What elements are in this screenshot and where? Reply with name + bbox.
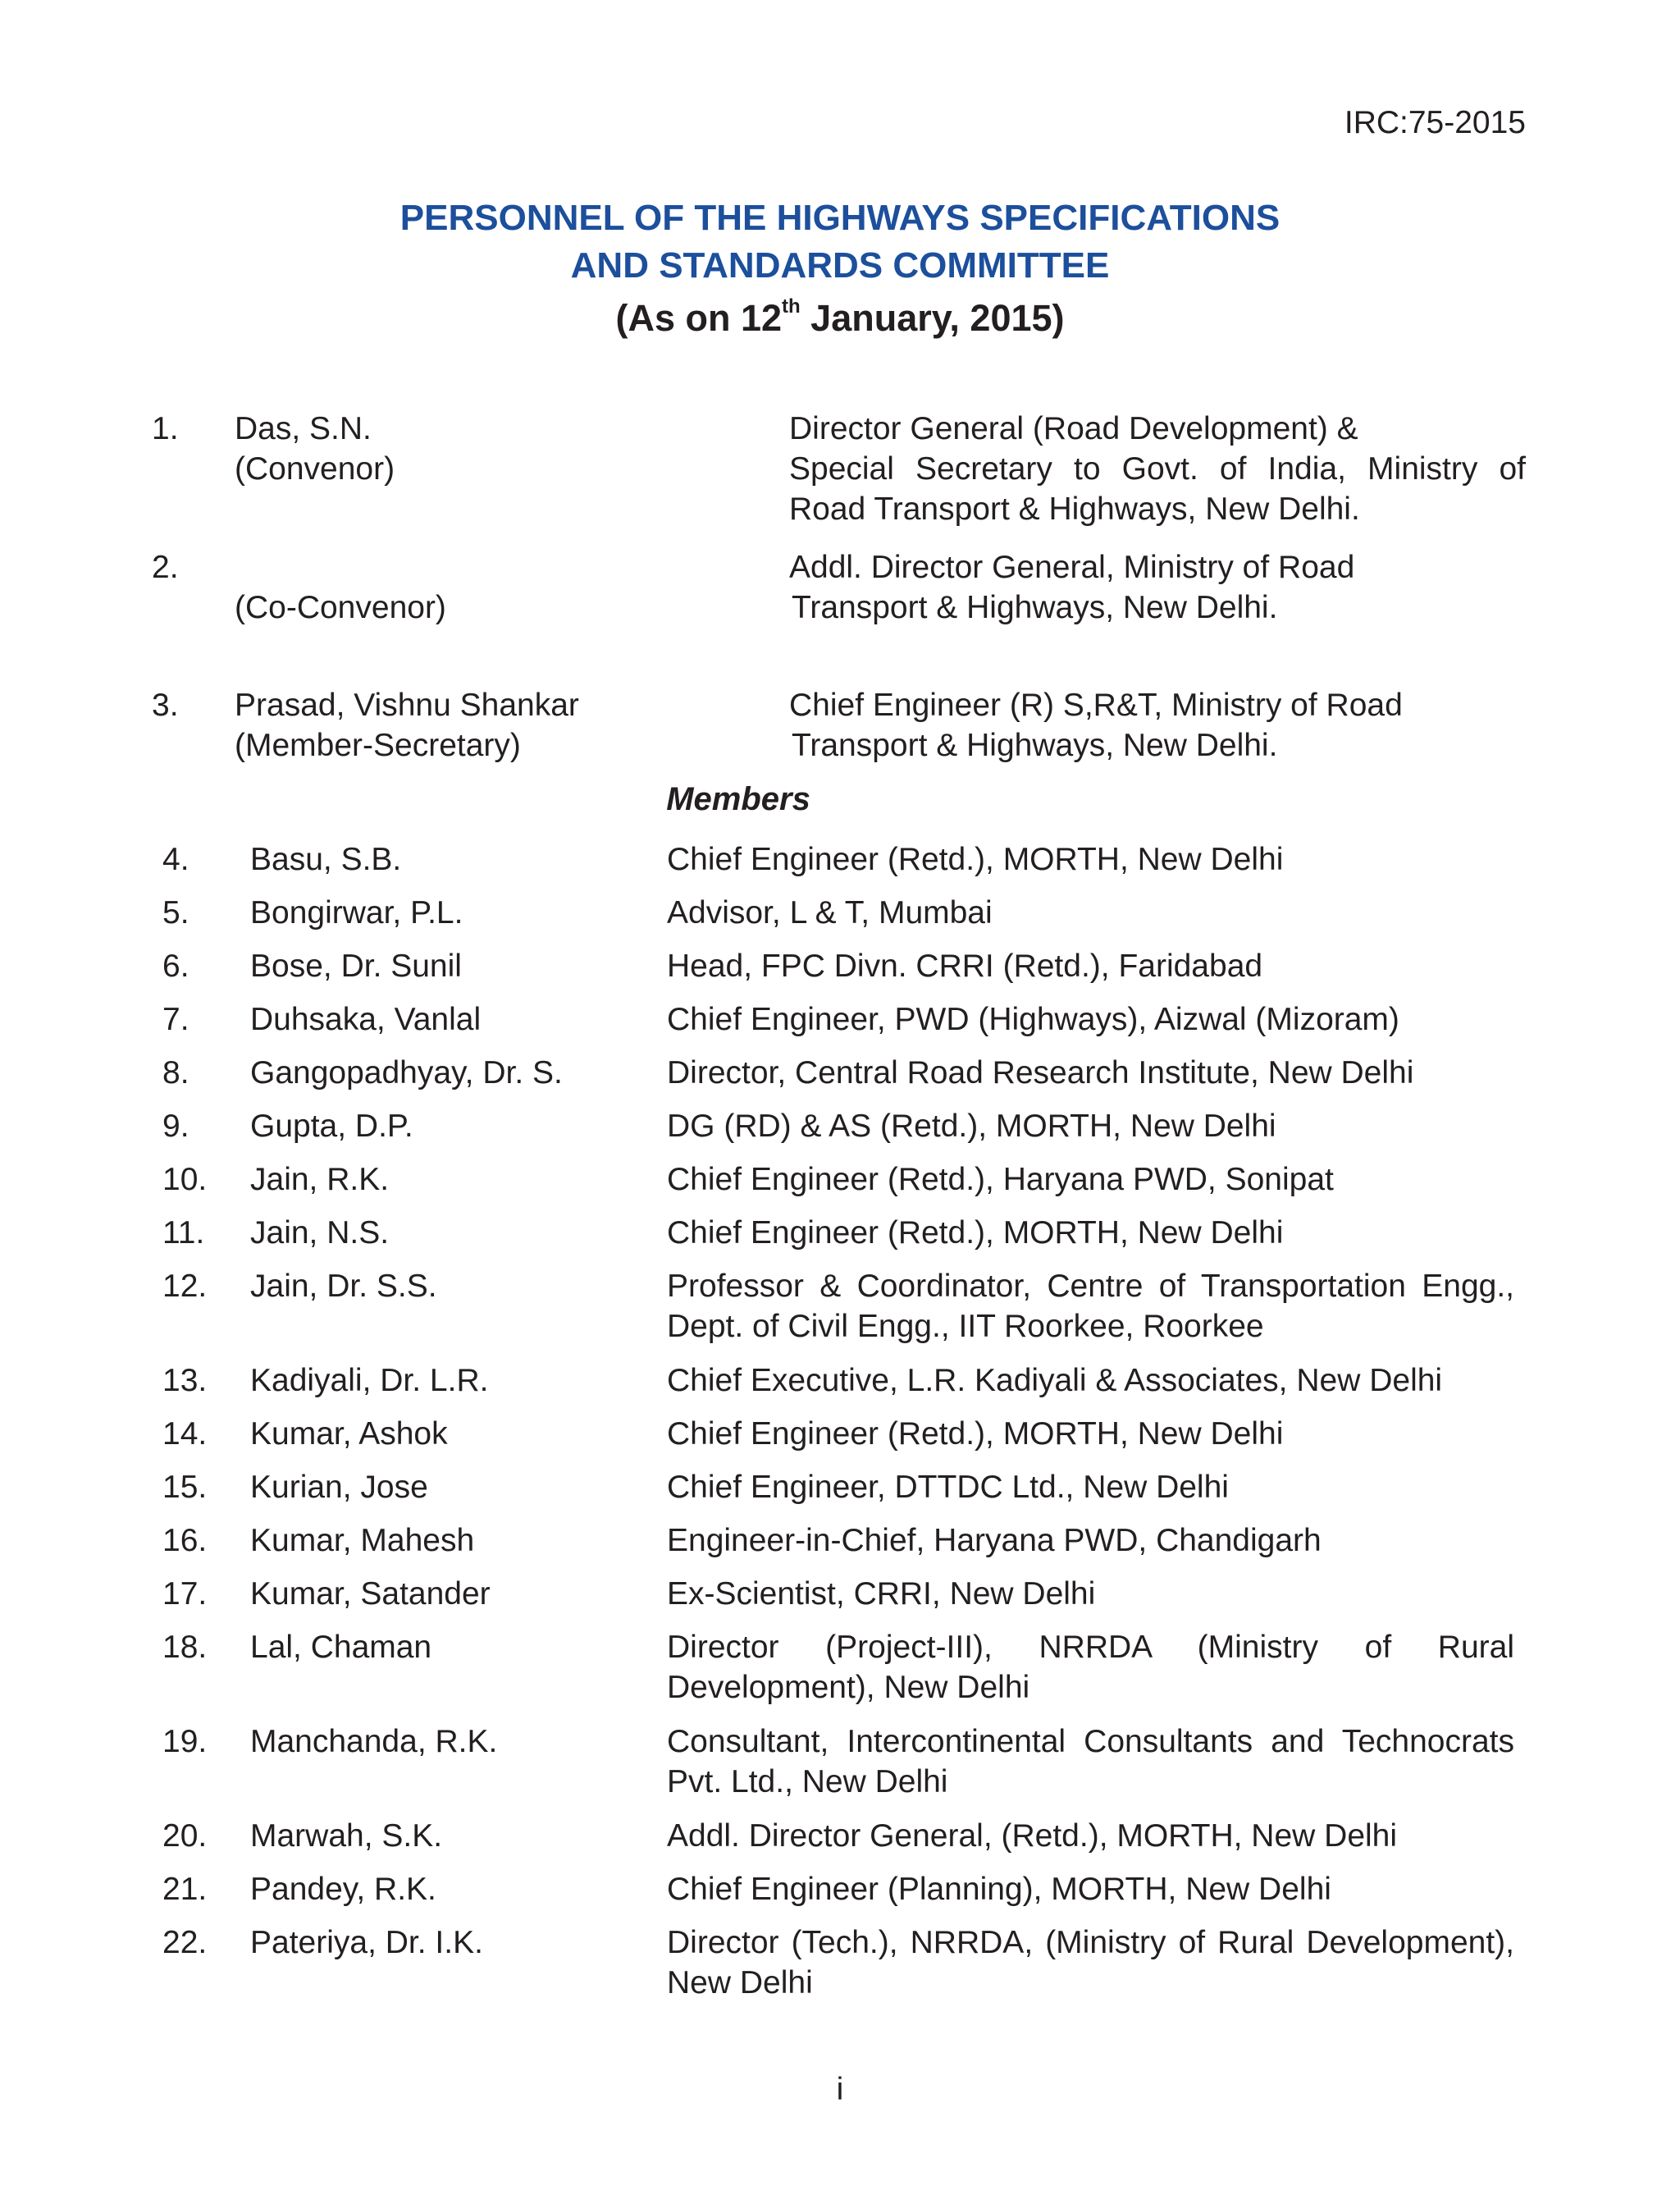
members-heading: Members — [666, 781, 810, 817]
member-designation — [667, 1574, 1514, 1614]
member-name: Gupta, D.P. — [250, 1109, 413, 1144]
member-designation-line: New Delhi — [667, 1965, 813, 2000]
member-designation-line: Ex-Scientist, CRRI, New Delhi — [667, 1576, 1096, 1612]
member-number: 8. — [162, 1055, 189, 1090]
member-number: 4. — [162, 842, 189, 877]
member-designation — [667, 1816, 1514, 1856]
official-3-designation-line-1: Chief Engineer (R) S,R&T, Ministry of Road — [789, 688, 1403, 723]
member-number: 9. — [162, 1109, 189, 1144]
member-designation — [667, 1721, 1514, 1802]
member-number: 20. — [162, 1818, 208, 1854]
member-designation-line: Chief Engineer (Planning), MORTH, New Delhi — [667, 1872, 1331, 1907]
member-designation-line: Chief Executive, L.R. Kadiyali & Associates, New Delhi — [667, 1363, 1443, 1398]
page-title-line-1: PERSONNEL OF THE HIGHWAYS SPECIFICATIONS — [399, 198, 1281, 238]
member-name: Jain, N.S. — [250, 1215, 390, 1250]
member-number: 12. — [162, 1269, 208, 1304]
official-2-designation-line-1: Addl. Director General, Ministry of Road — [789, 550, 1355, 585]
member-designation — [667, 1869, 1514, 1909]
member-designation-line: Engineer-in-Chief, Haryana PWD, Chandigarh — [667, 1523, 1322, 1558]
member-number: 19. — [162, 1724, 208, 1759]
member-name: Pateriya, Dr. I.K. — [250, 1925, 483, 1960]
member-name: Kurian, Jose — [250, 1470, 428, 1505]
member-name: Duhsaka, Vanlal — [250, 1002, 482, 1037]
page-title-line-2: AND STANDARDS COMMITTEE — [570, 245, 1110, 286]
member-name: Jain, Dr. S.S. — [250, 1269, 437, 1304]
member-designation-line: Chief Engineer, DTTDC Ltd., New Delhi — [667, 1470, 1229, 1505]
member-number: 5. — [162, 895, 189, 930]
member-name: Bose, Dr. Sunil — [250, 949, 462, 984]
member-name: Jain, R.K. — [250, 1162, 390, 1197]
official-3-number: 3. — [152, 688, 179, 723]
member-number: 7. — [162, 1002, 189, 1037]
member-name: Marwah, S.K. — [250, 1818, 443, 1854]
member-designation-line: DG (RD) & AS (Retd.), MORTH, New Delhi — [667, 1109, 1276, 1144]
as-on-date: (As on 12th January, 2015) — [615, 295, 1065, 339]
member-designation — [667, 1627, 1514, 1708]
member-designation-line: Professor & Coordinator, Centre of Transportation Engg., — [667, 1269, 1514, 1304]
member-designation-line: Dept. of Civil Engg., IIT Roorkee, Roorkee — [667, 1309, 1264, 1344]
official-3-role: (Member-Secretary) — [235, 728, 521, 763]
official-1-number: 1. — [152, 411, 179, 446]
member-designation — [667, 1520, 1514, 1561]
member-designation-line: Chief Engineer (Retd.), Haryana PWD, Sonipat — [667, 1162, 1334, 1197]
member-number: 10. — [162, 1162, 208, 1197]
member-designation-line: Development), New Delhi — [667, 1670, 1030, 1705]
member-designation — [667, 1467, 1514, 1507]
member-designation-line: Consultant, Intercontinental Consultants and Technocrats — [667, 1724, 1514, 1759]
page-number: i — [836, 2072, 844, 2107]
member-number: 15. — [162, 1470, 208, 1505]
member-name: Kumar, Ashok — [250, 1416, 448, 1452]
member-designation — [667, 1414, 1514, 1454]
member-designation — [667, 999, 1514, 1040]
member-designation — [667, 1159, 1514, 1200]
member-designation-line: Chief Engineer (Retd.), MORTH, New Delhi — [667, 1215, 1284, 1250]
member-designation-line: Director, Central Road Research Institute, New Delhi — [667, 1055, 1414, 1090]
official-2-number: 2. — [152, 550, 179, 585]
member-number: 13. — [162, 1363, 208, 1398]
member-name: Kumar, Mahesh — [250, 1523, 475, 1558]
member-name: Pandey, R.K. — [250, 1872, 436, 1907]
member-designation-line: Addl. Director General, (Retd.), MORTH, New Delhi — [667, 1818, 1398, 1854]
official-3-name: Prasad, Vishnu Shankar — [235, 688, 579, 723]
member-designation-line: Director (Project-III), NRRDA (Ministry of Rural — [667, 1630, 1514, 1665]
document-code: IRC:75-2015 — [1344, 105, 1526, 140]
official-2-role: (Co-Convenor) — [235, 590, 446, 625]
member-designation-line: Director (Tech.), NRRDA, (Ministry of Rural Development), — [667, 1925, 1514, 1960]
member-number: 18. — [162, 1630, 208, 1665]
official-1-role: (Convenor) — [235, 451, 395, 487]
official-1-designation-line-1: Director General (Road Development) & — [789, 411, 1358, 446]
official-2-designation-line-2: Transport & Highways, New Delhi. — [792, 590, 1278, 625]
member-name: Kumar, Satander — [250, 1576, 491, 1612]
member-designation-line: Advisor, L & T, Mumbai — [667, 895, 993, 930]
member-name: Kadiyali, Dr. L.R. — [250, 1363, 489, 1398]
member-designation — [667, 1053, 1514, 1093]
member-name: Bongirwar, P.L. — [250, 895, 463, 930]
member-designation-line: Pvt. Ltd., New Delhi — [667, 1764, 948, 1799]
member-designation — [667, 1923, 1514, 2003]
member-designation-line: Chief Engineer (Retd.), MORTH, New Delhi — [667, 842, 1284, 877]
member-number: 22. — [162, 1925, 208, 1960]
member-designation — [667, 893, 1514, 933]
member-name: Manchanda, R.K. — [250, 1724, 498, 1759]
member-name: Gangopadhyay, Dr. S. — [250, 1055, 563, 1090]
member-designation — [667, 946, 1514, 986]
member-number: 11. — [162, 1215, 205, 1250]
official-1-designation-line-2: Special Secretary to Govt. of India, Ministry of — [789, 451, 1526, 487]
official-3-designation-line-2: Transport & Highways, New Delhi. — [792, 728, 1278, 763]
member-designation — [667, 1360, 1514, 1401]
member-designation-line: Chief Engineer, PWD (Highways), Aizwal (Mizoram) — [667, 1002, 1399, 1037]
member-designation-line: Chief Engineer (Retd.), MORTH, New Delhi — [667, 1416, 1284, 1452]
member-name: Lal, Chaman — [250, 1630, 432, 1665]
member-number: 14. — [162, 1416, 208, 1452]
official-1-designation-line-3: Road Transport & Highways, New Delhi. — [789, 491, 1360, 527]
member-number: 17. — [162, 1576, 208, 1612]
member-number: 21. — [162, 1872, 208, 1907]
member-number: 16. — [162, 1523, 208, 1558]
member-designation — [667, 1266, 1514, 1346]
member-designation-line: Head, FPC Divn. CRRI (Retd.), Faridabad — [667, 949, 1263, 984]
member-name: Basu, S.B. — [250, 842, 402, 877]
member-number: 6. — [162, 949, 189, 984]
official-1-name: Das, S.N. — [235, 411, 372, 446]
member-designation — [667, 839, 1514, 880]
member-designation — [667, 1106, 1514, 1146]
member-designation — [667, 1213, 1514, 1253]
